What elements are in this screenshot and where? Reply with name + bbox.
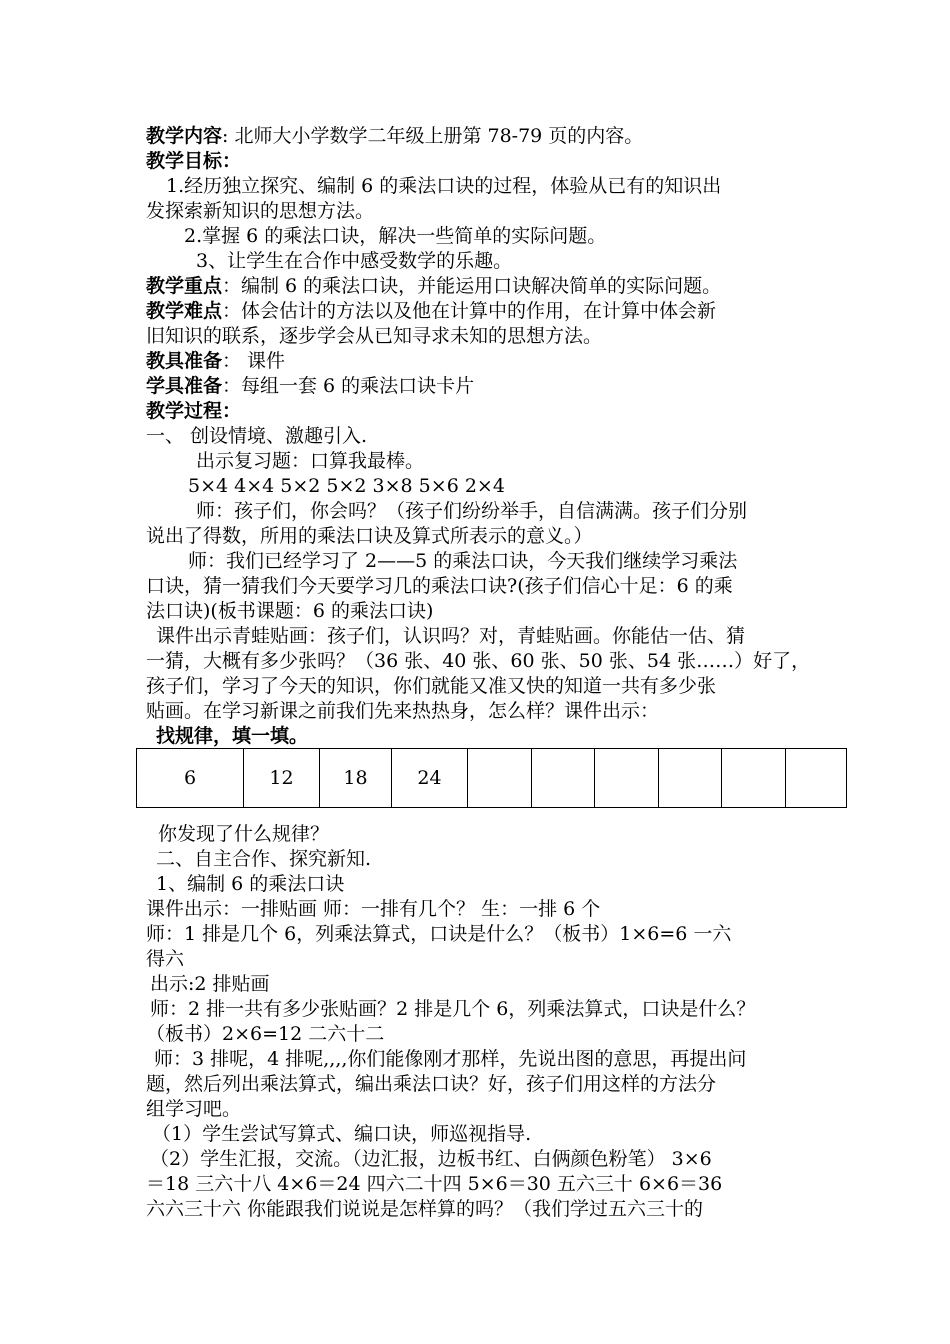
paragraph-line: 师：3 排呢，4 排呢,,,,你们能像刚才那样，先说出图的意思，再提出问 [154,1048,747,1070]
paragraph-line: 说出了得数，所用的乘法口诀及算式所表示的意义。） [146,525,593,547]
paragraph-line: 组学习吧。 [146,1098,242,1120]
goals-label: 教学目标 [146,150,223,172]
content-text: : 北师大小学数学二年级上册第 78-79 页的内容。 [222,125,644,147]
focus-label: 教学重点 [146,275,223,297]
paragraph-line: （1）学生尝试写算式、编口诀，师巡视指导. [152,1123,532,1145]
paragraph-line: 法口诀)(板书课题：6 的乘法口诀) [146,600,434,622]
table-cell: 24 [392,749,468,808]
paragraph-line: 口诀，猜一猜我们今天要学习几的乘法口诀?(孩子们信心十足：6 的乘 [146,575,733,597]
paragraph-line: 你发现了什么规律？ [158,823,330,845]
pattern-title: 找规律，填一填。 [156,725,309,747]
table-cell-empty [468,749,532,808]
table-row [137,749,847,808]
table-cell: 12 [244,749,320,808]
paragraph-line: 出示复习题：口算我最棒。 [196,450,425,472]
difficulty-label: 教学难点 [146,300,223,322]
review-exercises: 5×4 4×4 5×2 5×2 3×8 5×6 2×4 [188,475,505,497]
difficulty-line1: 教学难点：体会估计的方法以及他在计算中的作用，在计算中体会新 [146,300,717,322]
student-tools-line: 学具准备：每组一套 6 的乘法口诀卡片 [146,375,475,397]
paragraph-line: 师：2 排一共有多少张贴画？2 排是几个 6，列乘法算式，口诀是什么？ [150,998,756,1020]
table-cell: 6 [137,749,244,808]
paragraph-line: 贴画。在学习新课之前我们先来热热身，怎么样？课件出示： [146,700,660,722]
subsection-heading: 1、编制 6 的乘法口诀 [156,873,345,895]
paragraph-line: 师：1 排是几个 6，列乘法算式，口诀是什么？（板书）1×6=6 一六 [146,923,732,945]
paragraph-line: ＝18 三六十八 4×6＝24 四六二十四 5×6＝30 五六三十 6×6＝36 [146,1173,723,1195]
table-cell-empty [659,749,722,808]
focus-line [146,274,721,299]
pattern-table [136,748,847,808]
focus-text: ：编制 6 的乘法口诀，并能运用口诀解决简单的实际问题。 [222,275,722,297]
student-tools-label: 学具准备 [146,375,223,397]
goal3: 3、让学生在合作中感受数学的乐趣。 [196,250,513,272]
section2-heading: 二、自主合作、探究新知. [156,848,372,870]
paragraph-line: 师：我们已经学习了 2——5 的乘法口诀，今天我们继续学习乘法 [188,550,738,572]
paragraph-line: 课件出示：一排贴画 师：一排有几个？ 生：一排 6 个 [146,898,601,920]
paragraph-line: 六六三十六 你能跟我们说说是怎样算的吗？（我们学过五六三十的 [146,1198,704,1220]
difficulty-line2: 旧知识的联系，逐步学会从已知寻求未知的思想方法。 [146,325,603,347]
paragraph-line: 课件出示青蛙贴画：孩子们，认识吗？对，青蛙贴画。你能估一估、猜 [156,625,746,647]
paragraph-line: 出示:2 排贴画 [150,973,270,995]
process-label: 教学过程 [146,400,223,422]
paragraph-line: 师：孩子们，你会吗？（孩子们纷纷举手，自信满满。孩子们分别 [196,500,748,522]
goals-heading: 教学目标： [146,150,242,172]
goal1-line1: 1.经历独立探究、编制 6 的乘法口诀的过程，体验从已有的知识出 [166,175,722,197]
content-label: 教学内容 [146,125,223,147]
goal2: 2.掌握 6 的乘法口诀，解决一些简单的实际问题。 [184,225,607,247]
paragraph-line: （板书）2×6=12 二六十二 [146,1023,385,1045]
process-heading: 教学过程： [146,400,242,422]
section1-heading: 一、 创设情境、激趣引入. [146,425,368,447]
teacher-tools-label: 教具准备 [146,350,223,372]
paragraph-line: 得六 [146,948,185,970]
table-cell-empty [532,749,595,808]
table-cell-empty [722,749,786,808]
paragraph-line: 一猜，大概有多少张吗？（36 张、40 张、60 张、50 张、54 张……）好了， [146,650,811,672]
table-cell-empty [595,749,659,808]
table-cell-empty [786,749,847,808]
paragraph-line: （2）学生汇报，交流。（边汇报，边板书红、白俩颜色粉笔） 3×6 [150,1148,712,1170]
paragraph-line: 题，然后列出乘法算式，编出乘法口诀？好，孩子们用这样的方法分 [146,1073,717,1095]
teacher-tools-line: 教具准备： 课件 [146,350,286,372]
goal1-line2: 发探索新知识的思想方法。 [146,200,375,222]
paragraph-line: 孩子们，学习了今天的知识，你们就能又准又快的知道一共有多少张 [146,675,717,697]
table-cell: 18 [320,749,392,808]
content-line [146,124,643,149]
